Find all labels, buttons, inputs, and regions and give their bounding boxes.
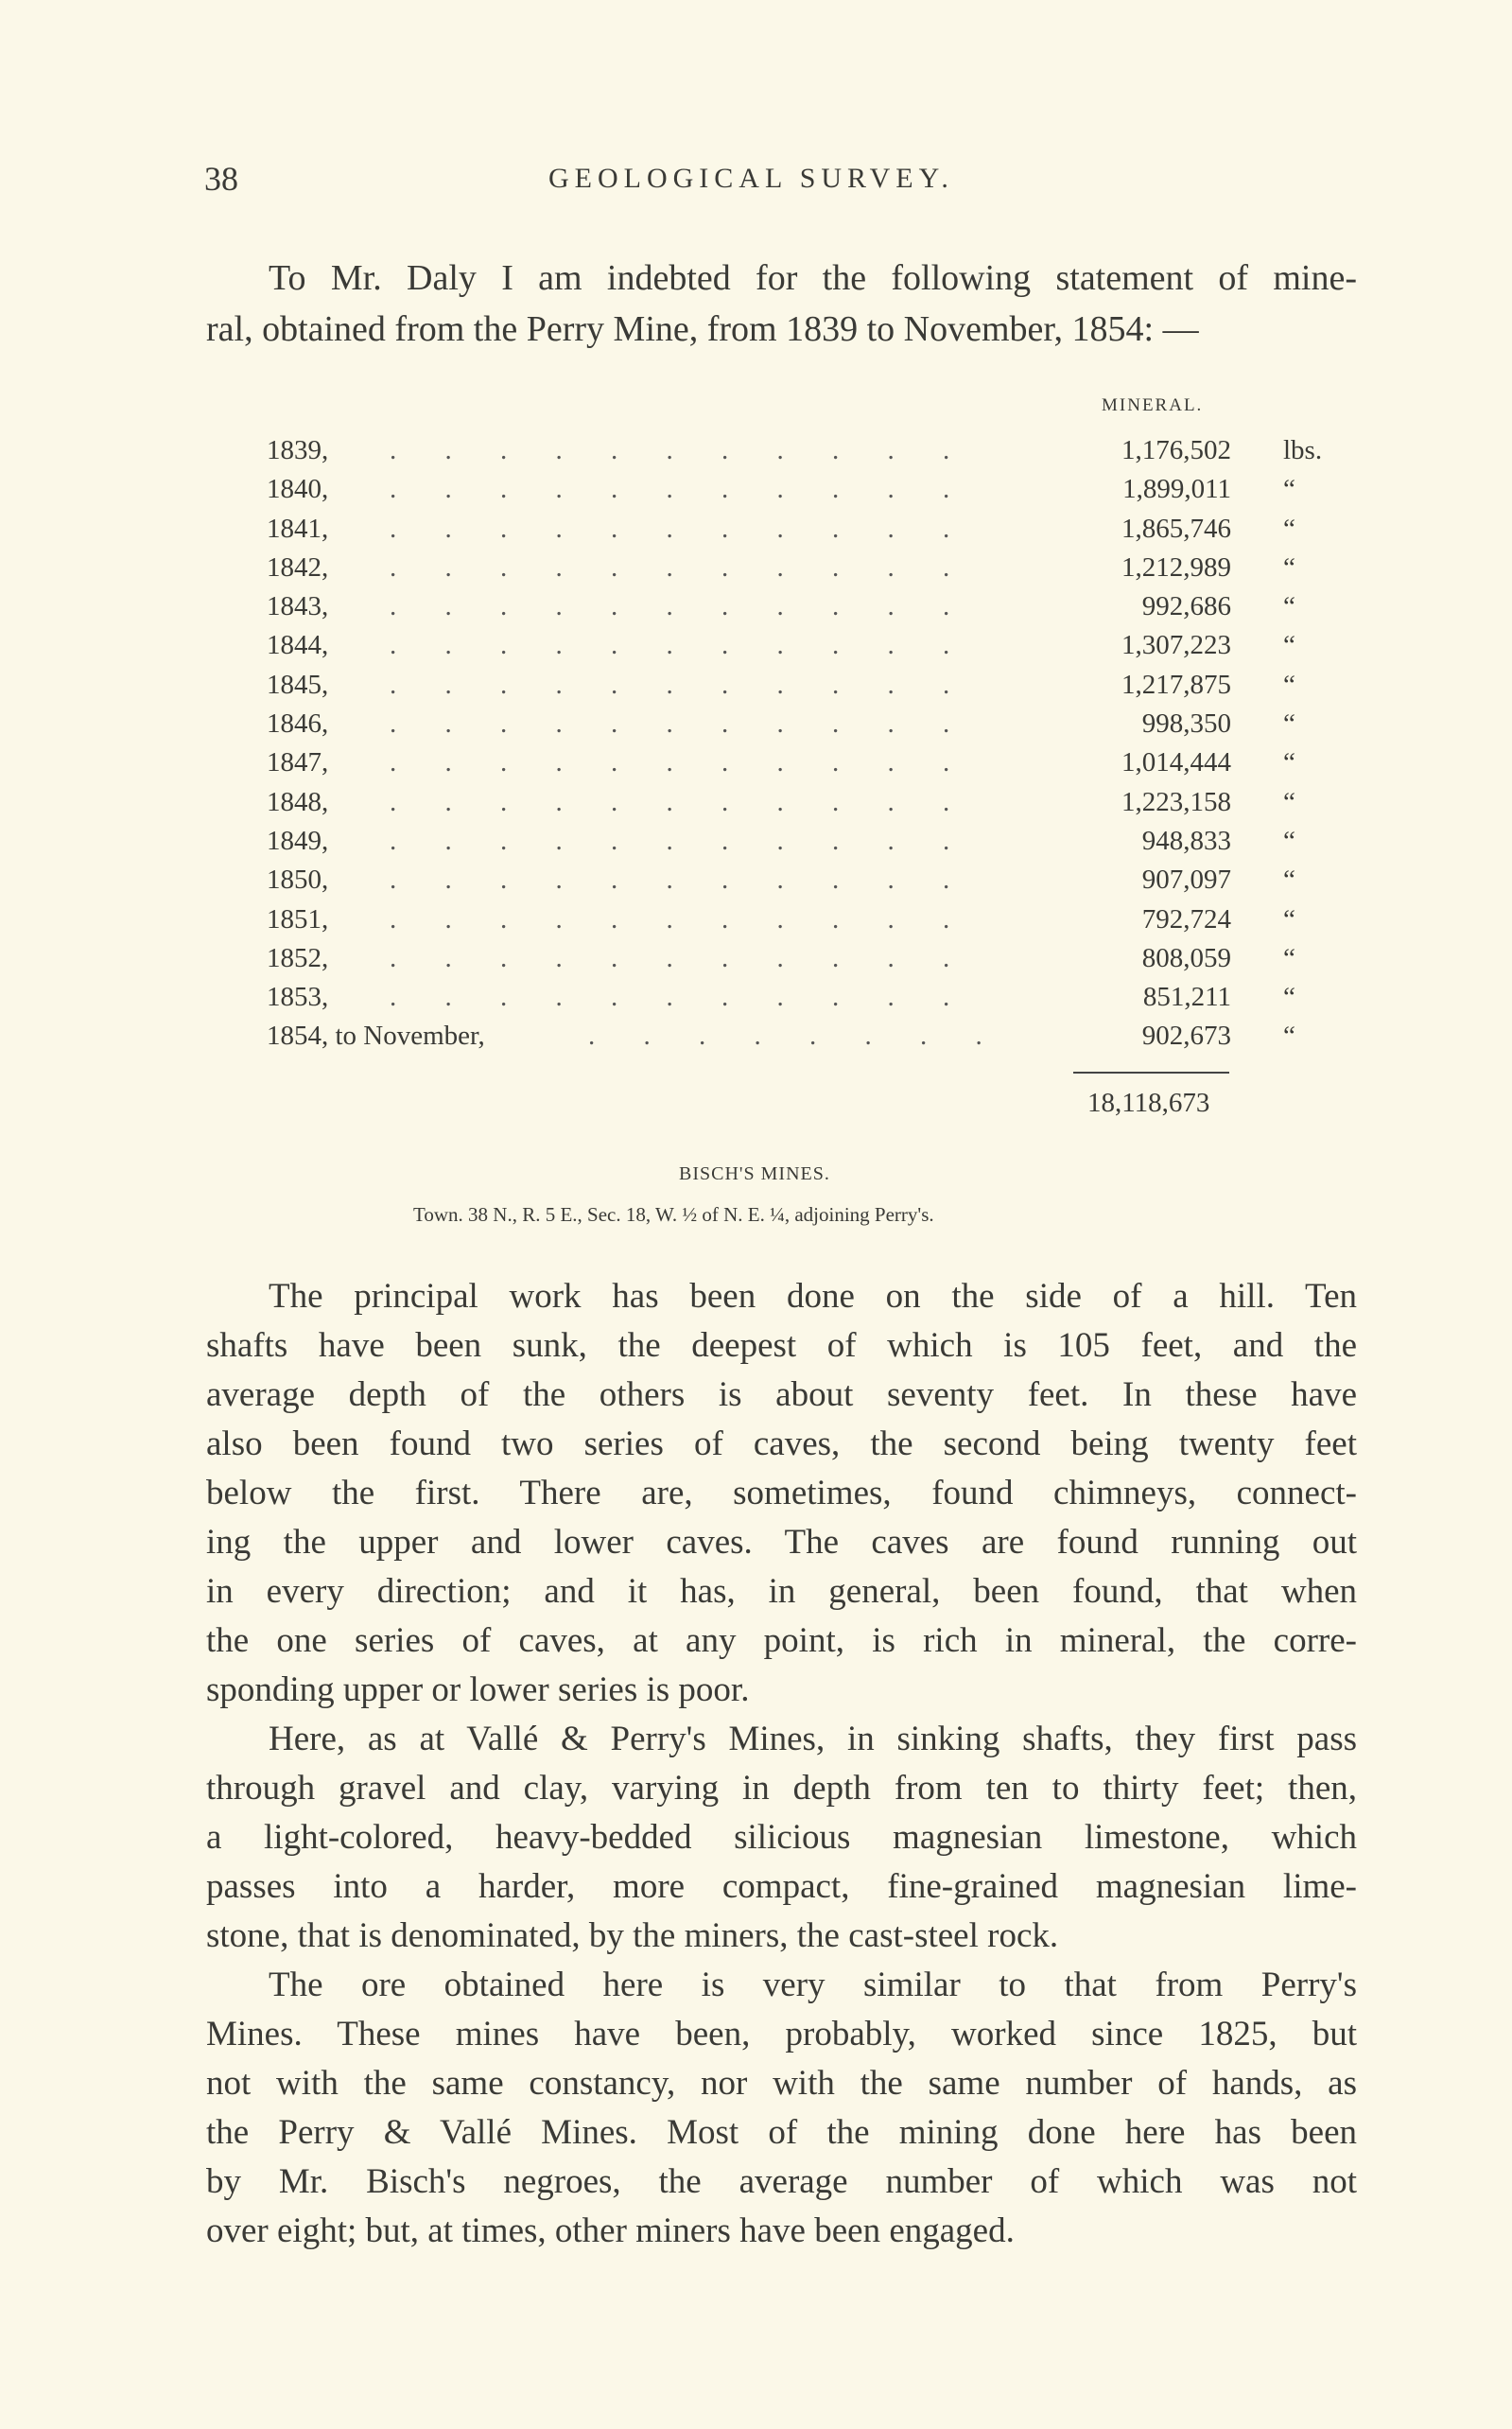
row-unit: “ xyxy=(1283,903,1295,935)
table-row xyxy=(267,630,1326,669)
row-year: 1843, xyxy=(267,591,329,622)
dot-leader: . . . . . . . . xyxy=(588,1021,1003,1052)
text-line: average depth of the others is about seventy feet. In these have xyxy=(206,1375,1357,1414)
row-value: 1,217,875 xyxy=(1121,669,1231,700)
row-value: 1,307,223 xyxy=(1121,630,1231,661)
dot-leader: . . . . . . . . . . . xyxy=(390,786,971,817)
table-row xyxy=(267,708,1326,747)
running-head: GEOLOGICAL SURVEY. xyxy=(548,163,954,194)
row-value: 808,059 xyxy=(1141,942,1231,973)
text-line: through gravel and clay, varying in depth from ten to thirty feet; then, xyxy=(206,1769,1357,1808)
row-unit: “ xyxy=(1283,474,1295,505)
dot-leader: . . . . . . . . . . . xyxy=(390,513,971,544)
text-line: over eight; but, at times, other miners have been engaged. xyxy=(206,2211,1015,2250)
dot-leader: . . . . . . . . . . . xyxy=(390,942,971,973)
row-year: 1854, to November, xyxy=(267,1021,485,1052)
row-year: 1848, xyxy=(267,786,329,817)
mineral-production-table xyxy=(267,435,1326,1060)
row-unit: “ xyxy=(1283,1021,1295,1052)
table-row xyxy=(267,1021,1326,1059)
text-line: Mines. These mines have been, probably, worked since 1825, but xyxy=(206,2015,1357,2053)
dot-leader: . . . . . . . . . . . xyxy=(390,903,971,935)
row-unit: “ xyxy=(1283,513,1295,544)
text-line: The ore obtained here is very similar to that from Perry's xyxy=(269,1966,1357,2004)
row-value: 1,014,444 xyxy=(1121,747,1231,778)
row-year: 1842, xyxy=(267,551,329,583)
row-year: 1844, xyxy=(267,630,329,661)
dot-leader: . . . . . . . . . . . xyxy=(390,825,971,856)
paragraph-2 xyxy=(206,1715,1357,1961)
text-line: the one series of caves, at any point, is rich in mineral, the corre- xyxy=(206,1621,1357,1660)
paragraph-3 xyxy=(206,1961,1357,2256)
table-row xyxy=(267,435,1326,474)
row-unit: “ xyxy=(1283,942,1295,973)
row-year: 1841, xyxy=(267,513,329,544)
row-value: 907,097 xyxy=(1141,865,1231,896)
table-row xyxy=(267,747,1326,786)
row-year: 1849, xyxy=(267,825,329,856)
table-row xyxy=(267,826,1326,865)
row-value: 1,223,158 xyxy=(1121,786,1231,817)
row-value: 1,899,011 xyxy=(1122,474,1231,505)
table-row xyxy=(267,552,1326,591)
row-unit: “ xyxy=(1283,708,1295,740)
row-year: 1852, xyxy=(267,942,329,973)
table-row xyxy=(267,982,1326,1021)
row-year: 1840, xyxy=(267,474,329,505)
table-row xyxy=(267,943,1326,982)
table-row xyxy=(267,474,1326,513)
row-value: 851,211 xyxy=(1142,982,1231,1013)
text-line: passes into a harder, more compact, fine-grained magnesian lime- xyxy=(206,1867,1357,1906)
dot-leader: . . . . . . . . . . . xyxy=(390,865,971,896)
row-unit: “ xyxy=(1283,825,1295,856)
text-line: The principal work has been done on the side of a hill. Ten xyxy=(269,1277,1357,1316)
intro-line-1: To Mr. Daly I am indebted for the following statement of mine- xyxy=(269,258,1357,298)
table-row xyxy=(267,865,1326,903)
row-unit: lbs. xyxy=(1283,435,1323,465)
sum-rule xyxy=(1073,1072,1229,1074)
dot-leader: . . . . . . . . . . . xyxy=(390,630,971,661)
text-line: sponding upper or lower series is poor. xyxy=(206,1670,750,1709)
table-row xyxy=(267,904,1326,943)
section-title: BISCH'S MINES. xyxy=(679,1163,830,1184)
table-row xyxy=(267,591,1326,630)
row-value: 948,833 xyxy=(1141,825,1231,856)
row-value: 792,724 xyxy=(1141,903,1231,935)
dot-leader: . . . . . . . . . . . xyxy=(390,591,971,622)
row-unit: “ xyxy=(1283,551,1295,583)
section-location: Town. 38 N., R. 5 E., Sec. 18, W. ½ of N. E. ¼, adjoining Perry's. xyxy=(413,1203,934,1226)
dot-leader: . . . . . . . . . . . xyxy=(390,708,971,740)
row-year: 1846, xyxy=(267,708,329,740)
dot-leader: . . . . . . . . . . . xyxy=(390,747,971,778)
row-unit: “ xyxy=(1283,982,1295,1013)
row-value: 1,865,746 xyxy=(1121,513,1231,544)
text-line: a light-colored, heavy-bedded silicious magnesian limestone, which xyxy=(206,1818,1357,1857)
text-line: in every direction; and it has, in general, been found, that when xyxy=(206,1572,1357,1611)
dot-leader: . . . . . . . . . . . xyxy=(390,982,971,1013)
row-year: 1845, xyxy=(267,669,329,700)
text-line: below the first. There are, sometimes, found chimneys, connect- xyxy=(206,1474,1357,1512)
text-line: also been found two series of caves, the second being twenty feet xyxy=(206,1424,1357,1463)
table-row xyxy=(267,670,1326,708)
text-line: the Perry & Vallé Mines. Most of the mining done here has been xyxy=(206,2113,1357,2152)
text-line: not with the same constancy, nor with the same number of hands, as xyxy=(206,2064,1357,2103)
row-year: 1839, xyxy=(267,435,329,465)
dot-leader: . . . . . . . . . . . xyxy=(390,551,971,583)
row-unit: “ xyxy=(1283,747,1295,778)
row-unit: “ xyxy=(1283,591,1295,622)
row-value: 902,673 xyxy=(1141,1021,1231,1052)
row-unit: “ xyxy=(1283,669,1295,700)
table-column-header: MINERAL. xyxy=(1102,395,1204,415)
row-unit: “ xyxy=(1283,786,1295,817)
text-line: Here, as at Vallé & Perry's Mines, in sinking shafts, they first pass xyxy=(269,1720,1357,1758)
row-year: 1850, xyxy=(267,865,329,896)
row-value: 1,176,502 xyxy=(1121,435,1231,465)
dot-leader: . . . . . . . . . . . xyxy=(390,435,971,465)
row-year: 1847, xyxy=(267,747,329,778)
page-number: 38 xyxy=(204,160,238,198)
table-row xyxy=(267,514,1326,552)
text-line: shafts have been sunk, the deepest of which is 105 feet, and the xyxy=(206,1326,1357,1365)
table-total: 18,118,673 xyxy=(1087,1088,1210,1118)
row-value: 998,350 xyxy=(1141,708,1231,740)
paragraph-1 xyxy=(206,1272,1357,1715)
row-year: 1853, xyxy=(267,982,329,1013)
row-value: 1,212,989 xyxy=(1121,551,1231,583)
intro-line-2: ral, obtained from the Perry Mine, from 1839 to November, 1854: — xyxy=(206,309,1199,349)
row-unit: “ xyxy=(1283,865,1295,896)
text-line: ing the upper and lower caves. The caves are found running out xyxy=(206,1523,1357,1562)
dot-leader: . . . . . . . . . . . xyxy=(390,474,971,505)
row-year: 1851, xyxy=(267,903,329,935)
row-value: 992,686 xyxy=(1141,591,1231,622)
dot-leader: . . . . . . . . . . . xyxy=(390,669,971,700)
text-line: by Mr. Bisch's negroes, the average number of which was not xyxy=(206,2162,1357,2201)
row-unit: “ xyxy=(1283,630,1295,661)
table-row xyxy=(267,787,1326,826)
text-line: stone, that is denominated, by the miners, the cast-steel rock. xyxy=(206,1916,1059,1955)
